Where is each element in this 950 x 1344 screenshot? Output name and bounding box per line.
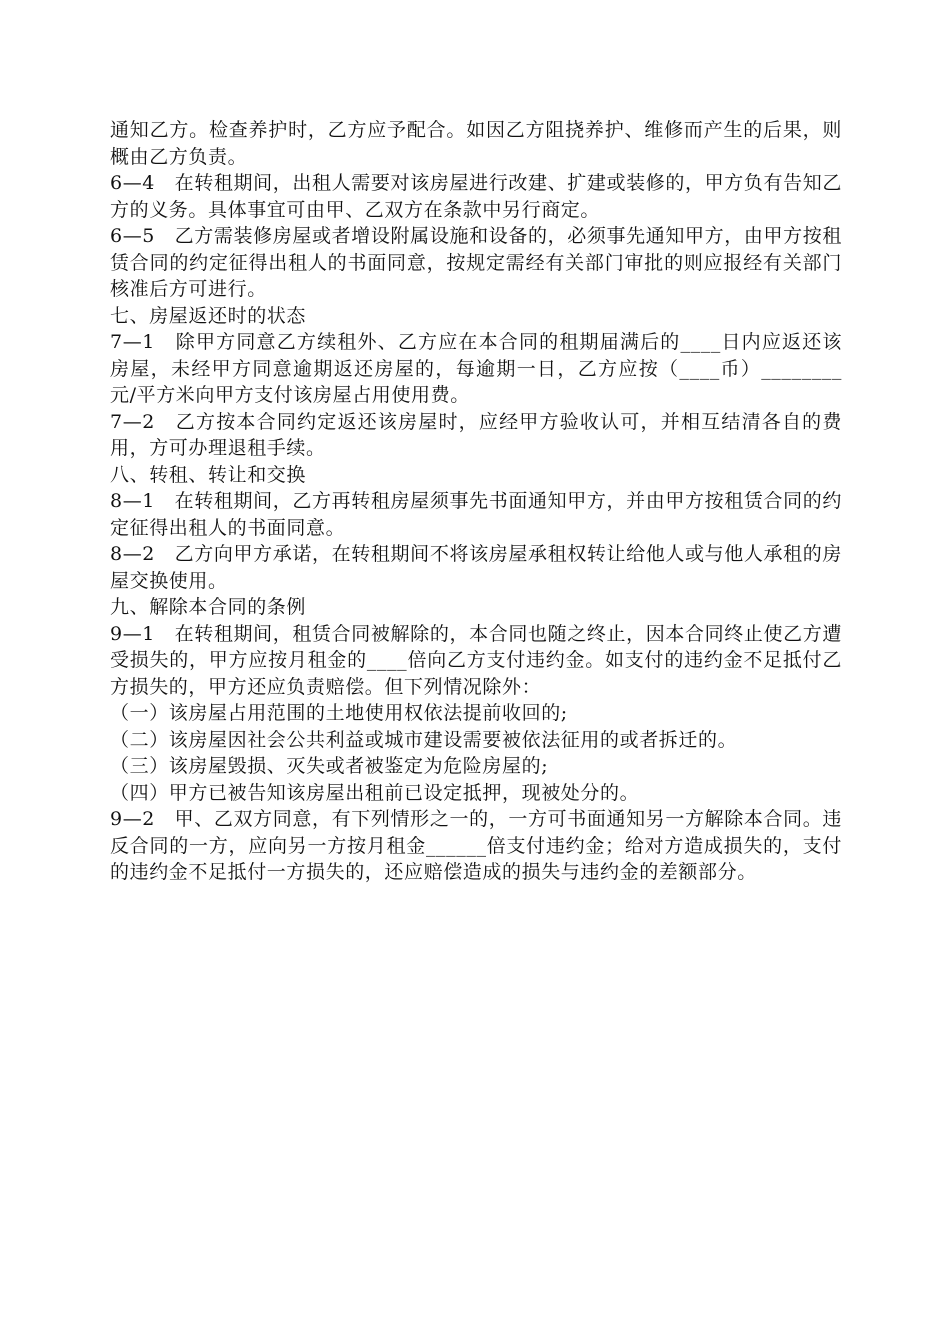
- section-heading-9: 九、解除本合同的条例: [110, 596, 307, 618]
- clause-7-2: 7—2 乙方按本合同约定返还该房屋时，应经甲方验收认可，并相互结清各自的费用，方可办理退租手续。: [110, 410, 842, 459]
- clause-6-5: 6—5 乙方需装修房屋或者增设附属设施和设备的，必须事先通知甲方，由甲方按租赁合同的约定征得出租人的书面同意，按规定需经有关部门审批的则应报经有关部门核准后方可进行。: [110, 225, 842, 300]
- exception-item-2: （二）该房屋因社会公共利益或城市建设需要被依法征用的或者拆迁的。: [110, 728, 738, 751]
- exception-item-1: （一）该房屋占用范围的土地使用权依法提前收回的;: [110, 702, 568, 724]
- clause-8-1: 8—1 在转租期间，乙方再转租房屋须事先书面通知甲方，并由甲方按租赁合同的约定征得出租人的书面同意。: [110, 490, 842, 539]
- clause-8-2: 8—2 乙方向甲方承诺，在转租期间不将该房屋承租权转让给他人或与他人承租的房屋交换使用。: [110, 543, 842, 592]
- clause-9-2: 9—2 甲、乙双方同意，有下列情形之一的，一方可书面通知另一方解除本合同。违反合同的一方，应向另一方按月租金______倍支付违约金；给对方造成损失的，支付的违约金不足抵付一方损失的，还应赔偿造成的损失与违约金的差额部分。: [110, 808, 842, 883]
- paragraph-notify-party-b: 通知乙方。检查养护时，乙方应予配合。如因乙方阻挠养护、维修而产生的后果，则概由乙方负责。: [110, 119, 842, 168]
- clause-6-4: 6—4 在转租期间，出租人需要对该房屋进行改建、扩建或装修的，甲方负有告知乙方的义务。具体事宜可由甲、乙双方在条款中另行商定。: [110, 172, 842, 221]
- exception-item-4: （四）甲方已被告知该房屋出租前已设定抵押，现被处分的。: [110, 781, 640, 804]
- clause-9-1: 9—1 在转租期间，租赁合同被解除的，本合同也随之终止，因本合同终止使乙方遭受损失的，甲方应按月租金的____倍向乙方支付违约金。如支付的违约金不足抵付乙方损失的，甲方还应负责赔偿。但下列情况除外：: [110, 622, 842, 698]
- clause-7-1: 7—1 除甲方同意乙方续租外、乙方应在本合同的租期届满后的____日内应返还该房屋，未经甲方同意逾期返还房屋的，每逾期一日，乙方应按（____币）________元/平方米向甲方支付该房屋占用使用费。: [110, 331, 842, 406]
- section-heading-7: 七、房屋返还时的状态: [110, 304, 307, 327]
- document-body: [110, 117, 842, 886]
- section-heading-8: 八、转租、转让和交换: [110, 463, 307, 486]
- exception-item-3: （三）该房屋毁损、灭失或者被鉴定为危险房屋的;: [110, 755, 549, 777]
